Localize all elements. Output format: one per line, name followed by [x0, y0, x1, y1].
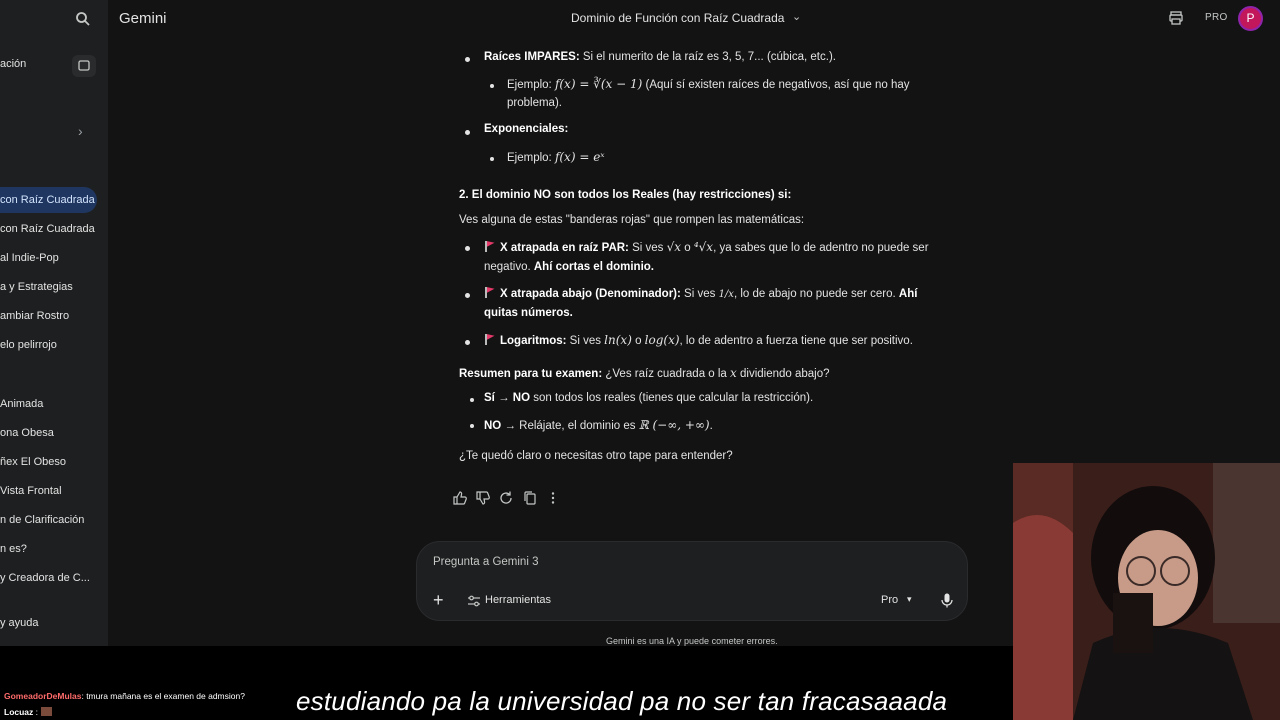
chevron-down-icon[interactable]: ⌄ — [792, 11, 802, 23]
copy-icon[interactable] — [522, 490, 538, 506]
prompt-input[interactable]: Pregunta a Gemini 3 — [433, 556, 539, 568]
chevron-down-icon[interactable]: ▾ — [907, 594, 912, 604]
closing-question: ¿Te quedó claro o necesitas otro tape para entender? — [459, 450, 733, 462]
tools-icon[interactable] — [467, 594, 481, 608]
thumbs-up-icon[interactable] — [452, 490, 468, 506]
add-icon[interactable]: + — [433, 590, 444, 610]
sidebar-item-chat[interactable]: Animada — [0, 398, 44, 410]
sidebar-item-chat[interactable]: con Raíz Cuadrada — [0, 223, 95, 235]
stream-chat-message: Locuaz : — [4, 707, 52, 717]
sidebar-item-chat[interactable]: y Creadora de C... — [0, 572, 90, 584]
settings-help-link[interactable]: y ayuda — [0, 617, 39, 629]
summary-yes-line: Sí → NO son todos los reales (tienes que calcular la restricción). — [484, 392, 814, 404]
flag-item-log: Logaritmos: Si ves ln(x) o log(x), lo de adentro a fuerza tiene que ser positivo. — [484, 333, 913, 347]
bullet — [470, 424, 474, 428]
share-icon[interactable] — [1168, 10, 1184, 26]
sidebar — [0, 0, 108, 646]
sidebar-item-chat[interactable]: a y Estrategias — [0, 281, 73, 293]
regenerate-icon[interactable] — [498, 490, 514, 506]
sidebar-item-chat[interactable]: ñex El Obeso — [0, 456, 67, 468]
search-icon[interactable] — [74, 10, 92, 28]
exp-example-line: Ejemplo: f(x) = eˣ — [507, 150, 605, 164]
prompt-composer[interactable] — [416, 541, 968, 621]
summary-no-line: NO → Relájate, el dominio es ℝ (−∞, +∞). — [484, 418, 713, 432]
microphone-icon[interactable] — [941, 593, 953, 608]
sidebar-item-chat[interactable]: n de Clarificación — [0, 514, 85, 526]
flag-item-denominator: X atrapada abajo (Denominador): Si ves 1/x, lo de abajo no puede ser cero. Ahí — [484, 287, 917, 300]
sidebar-item-chat[interactable]: ambiar Rostro — [0, 310, 70, 322]
new-chat-label[interactable]: ación — [0, 58, 27, 70]
sidebar-item-chat[interactable]: al Indie-Pop — [0, 252, 59, 264]
odd-roots-line: Raíces IMPARES: Si el numerito de la raíz es 3, 5, 7... (cúbica, etc.). — [484, 51, 836, 63]
bullet — [465, 293, 470, 298]
odd-example-line: Ejemplo: f(x) = ∛(x − 1) (Aquí sí existen raíces de negativos, así que no hay — [507, 77, 910, 91]
sidebar-item-chat[interactable]: elo pelirrojo — [0, 339, 57, 351]
red-flag-icon — [484, 241, 495, 252]
sidebar-item-chat[interactable]: ona Obesa — [0, 427, 54, 439]
sidebar-item-chat[interactable]: Vista Frontal — [0, 485, 62, 497]
pro-badge[interactable]: PRO — [1205, 12, 1228, 23]
webcam-image — [1013, 463, 1280, 720]
bullet — [490, 84, 494, 88]
section-intro: Ves alguna de estas "banderas rojas" que rompen las matemáticas: — [459, 214, 805, 226]
disclaimer: Gemini es una IA y puede cometer errores. — [606, 636, 778, 646]
sidebar-item-chat[interactable]: n es? — [0, 543, 27, 555]
bullet — [465, 57, 470, 62]
avatar[interactable]: P — [1238, 6, 1263, 31]
section-heading: 2. El dominio NO son todos los Reales (hay restricciones) si: — [459, 189, 792, 201]
bullet — [465, 130, 470, 135]
conversation-title[interactable]: Dominio de Función con Raíz Cuadrada — [571, 11, 785, 25]
app-title: Gemini — [119, 10, 167, 27]
bullet — [470, 398, 474, 402]
bullet — [490, 157, 494, 161]
emote-icon — [41, 707, 52, 716]
thumbs-down-icon[interactable] — [475, 490, 491, 506]
flag-item-denominator-line-2: quitas números. — [484, 307, 573, 319]
tools-button[interactable]: Herramientas — [485, 594, 552, 606]
exp-label: Exponenciales: — [484, 123, 569, 135]
flag-item-even-root: X atrapada en raíz PAR: Si ves √x o ⁴√x, ya sabes que lo de adentro no puede ser — [484, 240, 929, 254]
more-options-icon[interactable] — [545, 490, 561, 506]
chevron-right-icon[interactable]: › — [78, 123, 83, 139]
odd-example-line-2: problema). — [507, 97, 562, 109]
stream-caption: estudiando pa la universidad pa no ser tan fracasaaada — [296, 686, 948, 716]
bullet — [465, 246, 470, 251]
webcam-feed — [1013, 463, 1280, 720]
red-flag-icon — [484, 287, 495, 298]
bullet — [465, 340, 470, 345]
model-selector[interactable]: Pro — [881, 594, 899, 606]
new-chat-icon[interactable] — [72, 55, 96, 77]
red-flag-icon — [484, 334, 495, 345]
stream-chat-message: GomeadorDeMulas: tmura mañana es el examen de admsion? — [4, 691, 245, 701]
sidebar-item-chat[interactable]: con Raíz Cuadrada — [0, 187, 97, 213]
summary-line: Resumen para tu examen: ¿Ves raíz cuadrada o la x dividiendo abajo? — [459, 366, 830, 380]
flag-item-even-root-line-2: negativo. Ahí cortas el dominio. — [484, 261, 655, 273]
